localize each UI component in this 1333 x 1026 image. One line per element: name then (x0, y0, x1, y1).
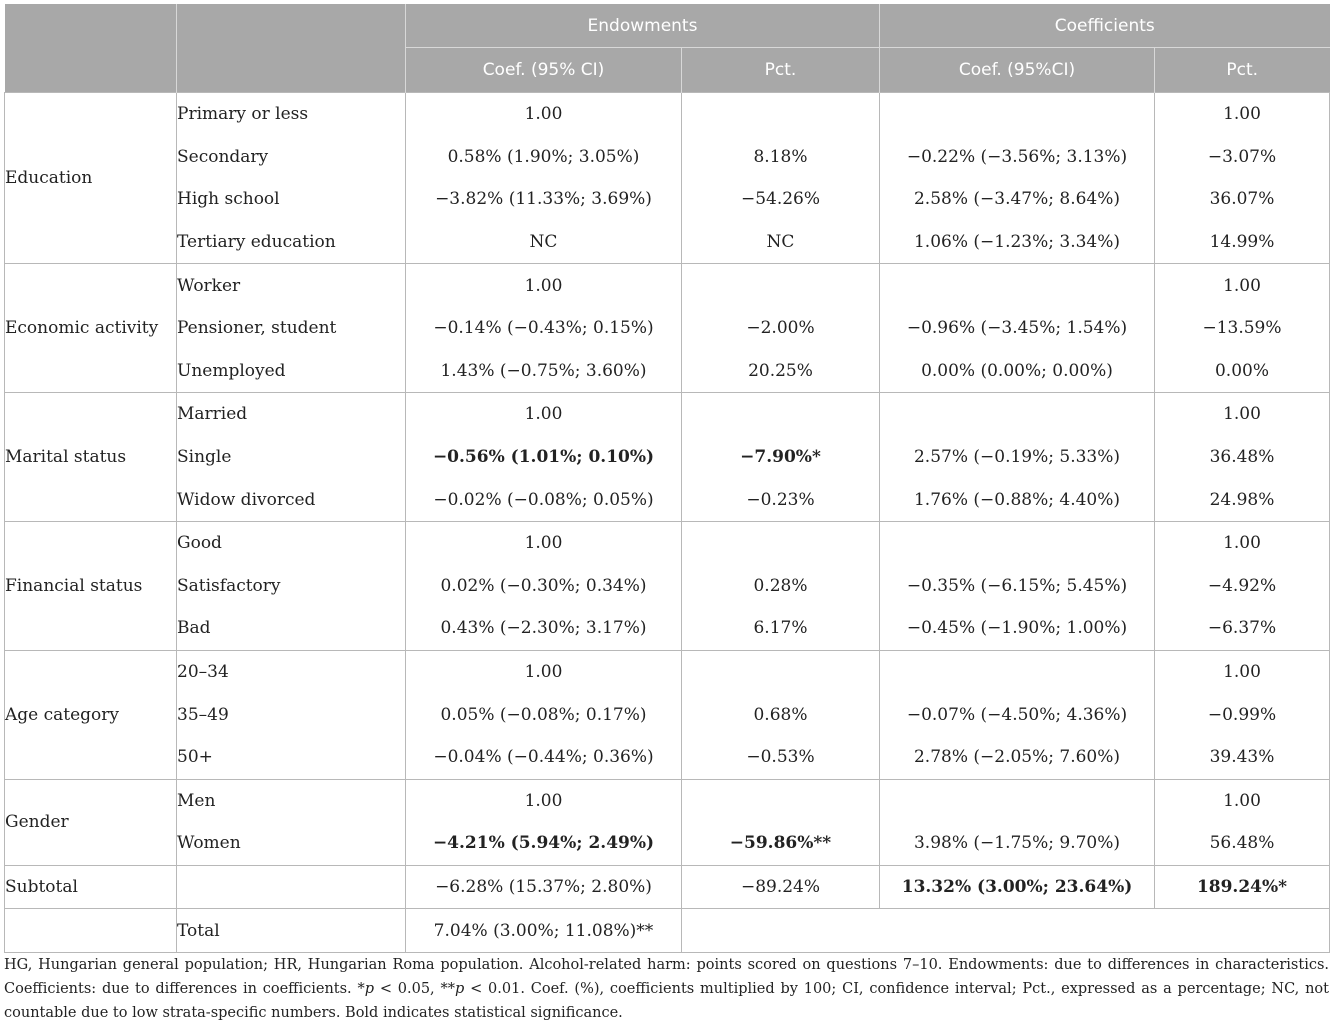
header-blank-3 (5, 48, 177, 93)
variable-label: Men (177, 779, 406, 822)
endowments-pct: 0.68% (682, 693, 880, 736)
endowments-pct: 20.25% (682, 350, 880, 393)
endowments-coef: 0.02% (−0.30%; 0.34%) (406, 565, 682, 608)
footnote-line-2a: Coefficients: due to differences in coefficients. * (4, 981, 365, 997)
endowments-pct: 6.17% (682, 607, 880, 650)
endowments-coef: 1.00 (406, 264, 682, 307)
header-blank-1 (5, 4, 177, 48)
coefficients-pct: 0.00% (1155, 350, 1330, 393)
variable-label: Unemployed (177, 350, 406, 393)
table-row (5, 607, 1330, 650)
total-value: 7.04% (3.00%; 11.08%)** (406, 909, 682, 953)
footnote-p-2: p (454, 981, 465, 997)
endowments-coef: 0.43% (−2.30%; 3.17%) (406, 607, 682, 650)
table-row (5, 822, 1330, 865)
coefficients-pct: 1.00 (1155, 779, 1330, 822)
coefficients-coef (880, 264, 1155, 307)
endowments-coef: 0.58% (1.90%; 3.05%) (406, 136, 682, 179)
table-row (5, 693, 1330, 736)
coefficients-coef: 0.00% (0.00%; 0.00%) (880, 350, 1155, 393)
endowments-coef: −4.21% (5.94%; 2.49%) (406, 822, 682, 865)
group-label: Economic activity (5, 264, 177, 393)
variable-label (177, 865, 406, 909)
endowments-pct: −54.26% (682, 178, 880, 221)
endowments-coef: NC (406, 221, 682, 264)
group-label: Education (5, 93, 177, 264)
variable-label: Secondary (177, 136, 406, 179)
table-row (5, 909, 1330, 953)
endowments-pct: −0.23% (682, 478, 880, 521)
endowments-pct: −7.90%* (682, 436, 880, 479)
endowments-pct: −2.00% (682, 307, 880, 350)
variable-label: Worker (177, 264, 406, 307)
variable-label: Pensioner, student (177, 307, 406, 350)
coefficients-pct: −3.07% (1155, 136, 1330, 179)
endowments-coef: −0.04% (−0.44%; 0.36%) (406, 736, 682, 779)
header-coefficients: Coefficients (880, 4, 1330, 48)
coefficients-pct: 36.07% (1155, 178, 1330, 221)
coefficients-coef (880, 779, 1155, 822)
variable-label: 50+ (177, 736, 406, 779)
table-row (5, 136, 1330, 179)
coefficients-pct: 36.48% (1155, 436, 1330, 479)
endowments-pct (682, 93, 880, 136)
endowments-coef: 0.05% (−0.08%; 0.17%) (406, 693, 682, 736)
coefficients-coef: 1.06% (−1.23%; 3.34%) (880, 221, 1155, 264)
coefficients-coef (880, 650, 1155, 693)
endowments-pct (682, 393, 880, 436)
endowments-coef: 1.43% (−0.75%; 3.60%) (406, 350, 682, 393)
endowments-coef: −3.82% (11.33%; 3.69%) (406, 178, 682, 221)
table-row (5, 565, 1330, 608)
coefficients-pct: −0.99% (1155, 693, 1330, 736)
endowments-pct: −89.24% (682, 865, 880, 909)
header-endowments-coef: Coef. (95% CI) (406, 48, 682, 93)
coefficients-coef: −0.45% (−1.90%; 1.00%) (880, 607, 1155, 650)
table-row (5, 93, 1330, 136)
coefficients-coef: 3.98% (−1.75%; 9.70%) (880, 822, 1155, 865)
coefficients-pct: 1.00 (1155, 521, 1330, 564)
header-endowments: Endowments (406, 4, 880, 48)
endowments-pct: 8.18% (682, 136, 880, 179)
coefficients-coef: −0.22% (−3.56%; 3.13%) (880, 136, 1155, 179)
endowments-pct (682, 521, 880, 564)
variable-label: Tertiary education (177, 221, 406, 264)
endowments-coef: −0.56% (1.01%; 0.10%) (406, 436, 682, 479)
table-row (5, 436, 1330, 479)
footnote-line-2b: < 0.05, ** (374, 981, 455, 997)
coefficients-pct: 1.00 (1155, 650, 1330, 693)
table-row (5, 650, 1330, 693)
coefficients-coef: 2.57% (−0.19%; 5.33%) (880, 436, 1155, 479)
variable-label: Single (177, 436, 406, 479)
group-label (5, 909, 177, 953)
variable-label: Good (177, 521, 406, 564)
endowments-pct (682, 650, 880, 693)
coefficients-pct: −6.37% (1155, 607, 1330, 650)
endowments-pct: NC (682, 221, 880, 264)
variable-label: Satisfactory (177, 565, 406, 608)
variable-label: Bad (177, 607, 406, 650)
variable-label: 35–49 (177, 693, 406, 736)
coefficients-pct: 39.43% (1155, 736, 1330, 779)
footnote-line-2c: < 0.01. Coef. (%), coefficients multiplied by 100; CI, confidence interval; Pct., expressed as a percentage; NC, not countable (4, 981, 1329, 1021)
coefficients-coef (880, 393, 1155, 436)
endowments-coef: −0.14% (−0.43%; 0.15%) (406, 307, 682, 350)
table-row (5, 307, 1330, 350)
table-row (5, 779, 1330, 822)
table-row (5, 350, 1330, 393)
coefficients-pct: 1.00 (1155, 93, 1330, 136)
endowments-pct (682, 779, 880, 822)
endowments-coef: 1.00 (406, 93, 682, 136)
table-row (5, 393, 1330, 436)
variable-label: Women (177, 822, 406, 865)
coefficients-pct: 24.98% (1155, 478, 1330, 521)
decomposition-table (4, 4, 1330, 953)
variable-label: High school (177, 178, 406, 221)
group-label: Financial status (5, 521, 177, 650)
coefficients-coef: 13.32% (3.00%; 23.64%) (880, 865, 1155, 909)
endowments-pct: −0.53% (682, 736, 880, 779)
table-footnote (4, 953, 1329, 1025)
group-label: Subtotal (5, 865, 177, 909)
header-coefficients-pct: Pct. (1155, 48, 1330, 93)
group-label: Age category (5, 650, 177, 779)
variable-label: 20–34 (177, 650, 406, 693)
variable-label: Widow divorced (177, 478, 406, 521)
coefficients-pct: 1.00 (1155, 393, 1330, 436)
endowments-coef: −6.28% (15.37%; 2.80%) (406, 865, 682, 909)
header-blank-4 (177, 48, 406, 93)
header-coefficients-coef: Coef. (95%CI) (880, 48, 1155, 93)
coefficients-pct: 1.00 (1155, 264, 1330, 307)
coefficients-pct: 56.48% (1155, 822, 1330, 865)
table-row (5, 521, 1330, 564)
coefficients-coef: 2.58% (−3.47%; 8.64%) (880, 178, 1155, 221)
footnote-p-1: p (364, 981, 375, 997)
coefficients-coef: 1.76% (−0.88%; 4.40%) (880, 478, 1155, 521)
header-endowments-pct: Pct. (682, 48, 880, 93)
endowments-coef: 1.00 (406, 393, 682, 436)
coefficients-pct: −13.59% (1155, 307, 1330, 350)
table-row (5, 264, 1330, 307)
total-empty (682, 909, 1330, 953)
coefficients-coef: −0.96% (−3.45%; 1.54%) (880, 307, 1155, 350)
endowments-pct: 0.28% (682, 565, 880, 608)
table-row (5, 865, 1330, 909)
endowments-coef: 1.00 (406, 779, 682, 822)
endowments-coef: −0.02% (−0.08%; 0.05%) (406, 478, 682, 521)
coefficients-coef: −0.35% (−6.15%; 5.45%) (880, 565, 1155, 608)
endowments-coef: 1.00 (406, 521, 682, 564)
header-blank-2 (177, 4, 406, 48)
endowments-pct: −59.86%** (682, 822, 880, 865)
variable-label: Married (177, 393, 406, 436)
coefficients-coef (880, 521, 1155, 564)
footnote-line-1: HG, Hungarian general population; HR, Hungarian Roma population. Alcohol-related harm: points scored on questions 7–10. Endowments: due to differences in characteristics. (4, 957, 1329, 973)
variable-label: Primary or less (177, 93, 406, 136)
group-label: Gender (5, 779, 177, 865)
coefficients-coef (880, 93, 1155, 136)
table-row (5, 736, 1330, 779)
coefficients-coef: −0.07% (−4.50%; 4.36%) (880, 693, 1155, 736)
coefficients-pct: 189.24%* (1155, 865, 1330, 909)
coefficients-coef: 2.78% (−2.05%; 7.60%) (880, 736, 1155, 779)
footnote-line-3: due to low strata-specific numbers. Bold indicates statistical significance. (81, 1005, 623, 1021)
endowments-pct (682, 264, 880, 307)
endowments-coef: 1.00 (406, 650, 682, 693)
variable-label: Total (177, 909, 406, 953)
coefficients-pct: 14.99% (1155, 221, 1330, 264)
table-row (5, 178, 1330, 221)
group-label: Marital status (5, 393, 177, 522)
table-row (5, 221, 1330, 264)
table-row (5, 478, 1330, 521)
coefficients-pct: −4.92% (1155, 565, 1330, 608)
